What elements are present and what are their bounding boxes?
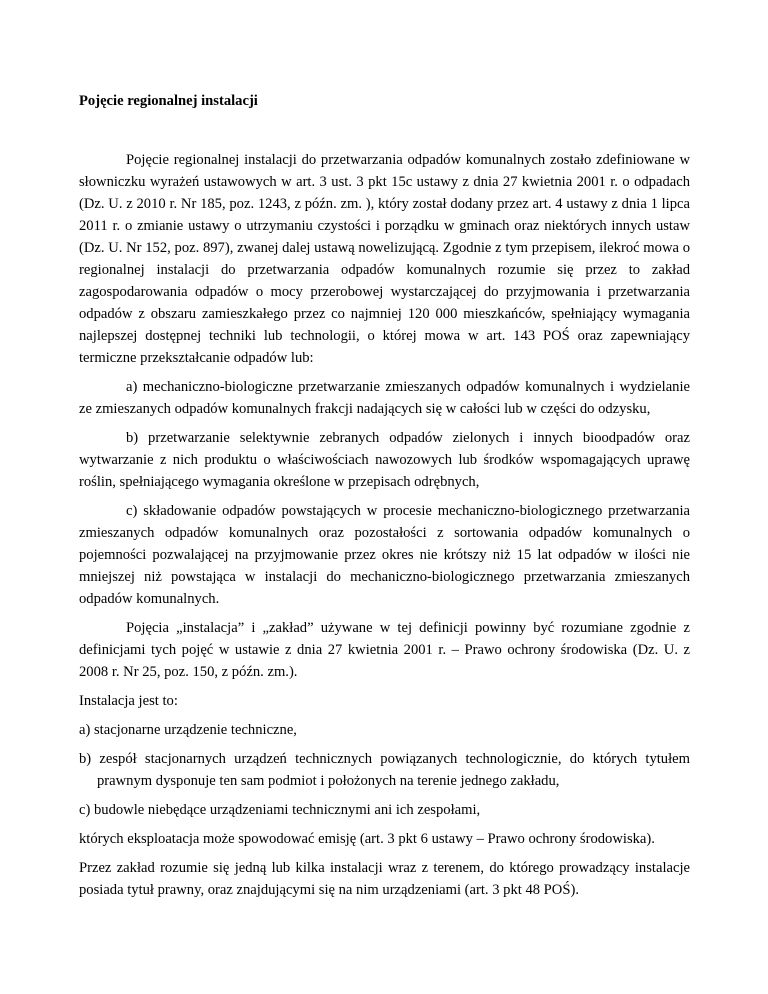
definition-item-b: b) przetwarzanie selektywnie zebranych odpadów zielonych i innych bioodpadów oraz wytwarzanie z nich produktu o właściwościach nawozowych lub środków wspomagających uprawę roślin, spełniającego wymagania określone w przepisach odrębnych, <box>79 430 690 490</box>
definition-paragraph: Pojęcie regionalnej instalacji do przetwarzania odpadów komunalnych zostało zdefiniowane w słowniczku wyrażeń ustawowych w art. 3 ust. 3 pkt 15c ustawy z dnia 27 kwietnia 2001 r. o odpadach (Dz. U. z 2010 r. Nr 185, poz. 1243, z późn. zm. ), który został dodany przez art. 4 ustawy z dnia 1 lipca 2011 r. o zmianie ustawy o utrzymaniu czystości i porządku w gminach oraz niektórych innych ustaw (Dz. U. Nr 152, poz. 897), zwanej dalej ustawą nowelizującą. Zgodnie z tym przepisem, ilekroć mowa o regionalnej instalacji do przetwarzania odpadów komunalnych rozumie się przez to zakład zagospodarowania odpadów o mocy przerobowej wystarczającej do przyjmowania i przetwarzania odpadów z obszaru zamieszkałego przez co najmniej 120 000 mieszkańców, spełniający wymagania najlepszej dostępnej techniki lub technologii, o której mowa w art. 143 POŚ oraz zapewniający termiczne przekształcanie odpadów lub: <box>79 152 690 366</box>
definition-item-c: c) składowanie odpadów powstających w procesie mechaniczno-biologicznego przetwarzania zmieszanych odpadów komunalnych oraz pozostałości z sortowania odpadów komunalnych o pojemności pozwalającej na przyjmowanie przez okres nie krótszy niż 15 lat odpadów w ilości nie mniejszej niż powstająca w instalacji do mechaniczno-biologicznego przetwarzania zmieszanych odpadów komunalnych. <box>79 503 690 607</box>
document-title: Pojęcie regionalnej instalacji <box>79 93 258 109</box>
document-page <box>79 90 690 908</box>
plant-definition-paragraph: Przez zakład rozumie się jedną lub kilka instalacji wraz z terenem, do którego prowadzący instalacje posiada tytuł prawny, oraz znajdującymi się na nim urządzeniami (art. 3 pkt 48 POŚ). <box>79 860 690 898</box>
terms-paragraph: Pojęcia „instalacja” i „zakład” używane w tej definicji powinny być rozumiane zgodnie z definicjami tych pojęć w ustawie z dnia 27 kwietnia 2001 r. – Prawo ochrony środowiska (Dz. U. z 2008 r. Nr 25, poz. 150, z późn. zm.). <box>79 620 690 680</box>
definition-item-a: a) mechaniczno-biologiczne przetwarzanie zmieszanych odpadów komunalnych i wydzielanie ze zmieszanych odpadów komunalnych frakcji nadających się w całości lub w części do odzysku, <box>79 379 690 417</box>
installation-item-a: a) stacjonarne urządzenie techniczne, <box>79 722 297 738</box>
installation-intro: Instalacja jest to: <box>79 693 178 709</box>
installation-emission-note: których eksploatacja może spowodować emisję (art. 3 pkt 6 ustawy – Prawo ochrony środowiska). <box>79 831 655 847</box>
installation-item-c: c) budowle niebędące urządzeniami technicznymi ani ich zespołami, <box>79 802 481 818</box>
installation-item-b: b) zespół stacjonarnych urządzeń technicznych powiązanych technologicznie, do których tytułem prawnym dysponuje ten sam podmiot i położonych na terenie jednego zakładu, <box>79 751 690 789</box>
